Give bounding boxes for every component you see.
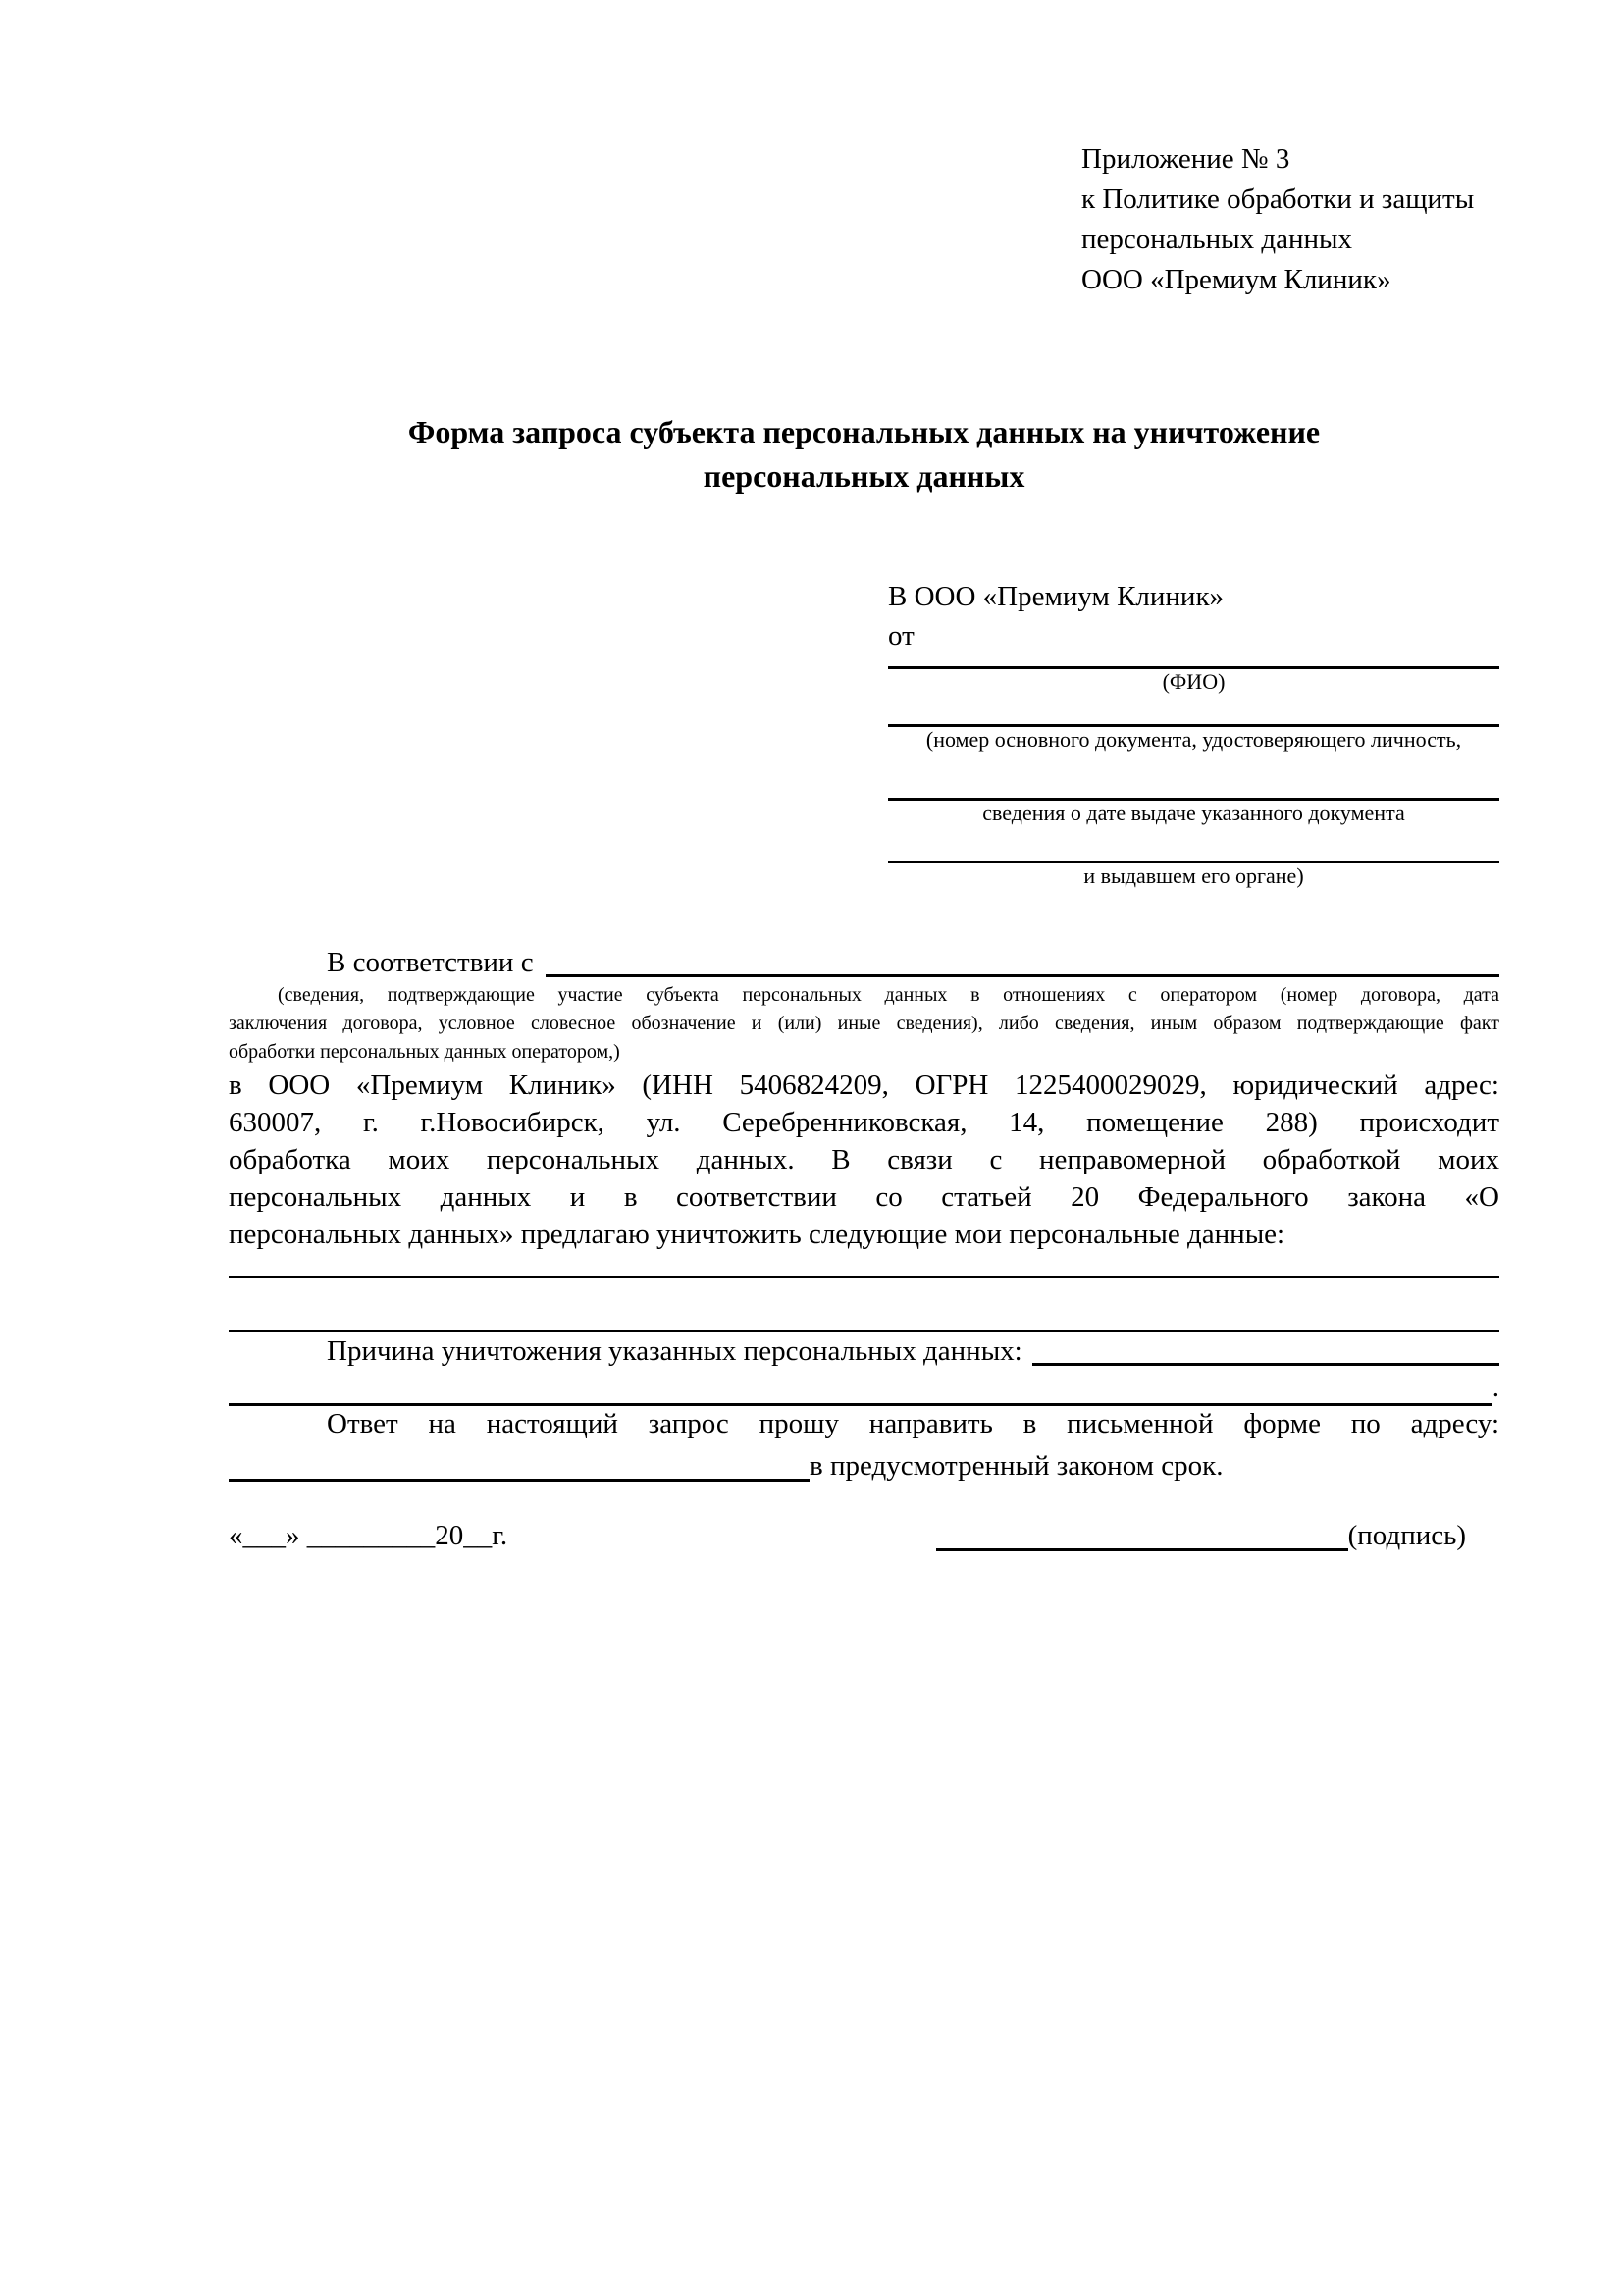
answer-line-1: Ответ на настоящий запрос прошу направить в письменной форме по адресу: [327, 1408, 1499, 1439]
main-paragraph-line: персональных данных и в соответствии со статьей 20 Федерального закона «О [229, 1181, 1499, 1213]
signature-group [936, 1516, 1466, 1555]
period-text: . [1492, 1372, 1499, 1403]
page-title [229, 410, 1499, 498]
main-paragraph-line: обработка моих персональных данных. В связи с неправомерной обработкой моих [229, 1144, 1499, 1175]
data-blank-line-1 [229, 1253, 1499, 1278]
footnote-line: (сведения, подтверждающие участие субъекта персональных данных в отношениях с оператором (номер договора, дата [278, 984, 1499, 1006]
issue-date-caption: сведения о дате выдаче указанного документа [982, 801, 1405, 825]
addressee-block [888, 577, 1499, 888]
appendix-header-line: ООО «Премиум Клиник» [1081, 264, 1391, 295]
footnote-line: заключения договора, условное словесное обозначение и (или) иные сведения), либо сведения, иным образом подтверждающие факт [229, 1013, 1499, 1034]
appendix-header [1081, 139, 1474, 300]
reason-continuation-row [229, 1370, 1499, 1406]
footnote-line: обработки персональных данных оператором,) [229, 1041, 620, 1063]
document-number-caption: (номер основного документа, удостоверяющего личность, [925, 727, 1462, 752]
signature-blank-line [936, 1548, 1348, 1551]
date-signature-row [229, 1516, 1499, 1555]
document-number-blank-line [888, 694, 1499, 727]
footnote-paragraph [229, 981, 1499, 1067]
page-title-line: персональных данных [703, 458, 1025, 494]
issuing-authority-blank-line [888, 825, 1499, 863]
signature-caption: (подпись) [1347, 1520, 1466, 1551]
fio-blank-line [888, 655, 1499, 669]
answer-line-2-text: в предусмотренный законом срок. [810, 1450, 1224, 1482]
address-blank-line [229, 1479, 810, 1482]
body-block [229, 944, 1499, 1555]
answer-line-2 [229, 1441, 1499, 1485]
reason-blank-line [1032, 1363, 1499, 1366]
appendix-header-line: к Политике обработки и защиты [1081, 183, 1475, 215]
page-title-line: Форма запроса субъекта персональных данных на уничтожение [407, 414, 1321, 449]
fio-caption: (ФИО) [1162, 669, 1226, 694]
date-blank-text: «___» _________20__г. [229, 1520, 508, 1551]
appendix-header-line: персональных данных [1081, 224, 1353, 255]
according-label: В соответствии с [327, 947, 534, 978]
main-paragraph-line: персональных данных» предлагаю уничтожить следующие мои персональные данные: [229, 1219, 1285, 1250]
addressee-to: В ООО «Премиум Клиник» [888, 581, 1225, 612]
main-paragraph-line: в ООО «Премиум Клиник» (ИНН 5406824209, ОГРН 1225400029029, юридический адрес: [229, 1070, 1499, 1101]
issuing-authority-caption: и выдавшем его органе) [1083, 863, 1304, 888]
appendix-header-line: Приложение № 3 [1081, 143, 1290, 175]
issue-date-blank-line [888, 752, 1499, 801]
reason-row [229, 1332, 1499, 1370]
data-blank-line-2 [229, 1278, 1499, 1332]
main-paragraph [229, 1067, 1499, 1253]
addressee-from-label: от [888, 620, 915, 652]
according-blank-line [546, 974, 1499, 977]
according-row [229, 944, 1499, 981]
main-paragraph-line: 630007, г. г.Новосибирск, ул. Серебренниковская, 14, помещение 288) происходит [229, 1107, 1499, 1138]
reason-label: Причина уничтожения указанных персональных данных: [327, 1335, 1022, 1367]
